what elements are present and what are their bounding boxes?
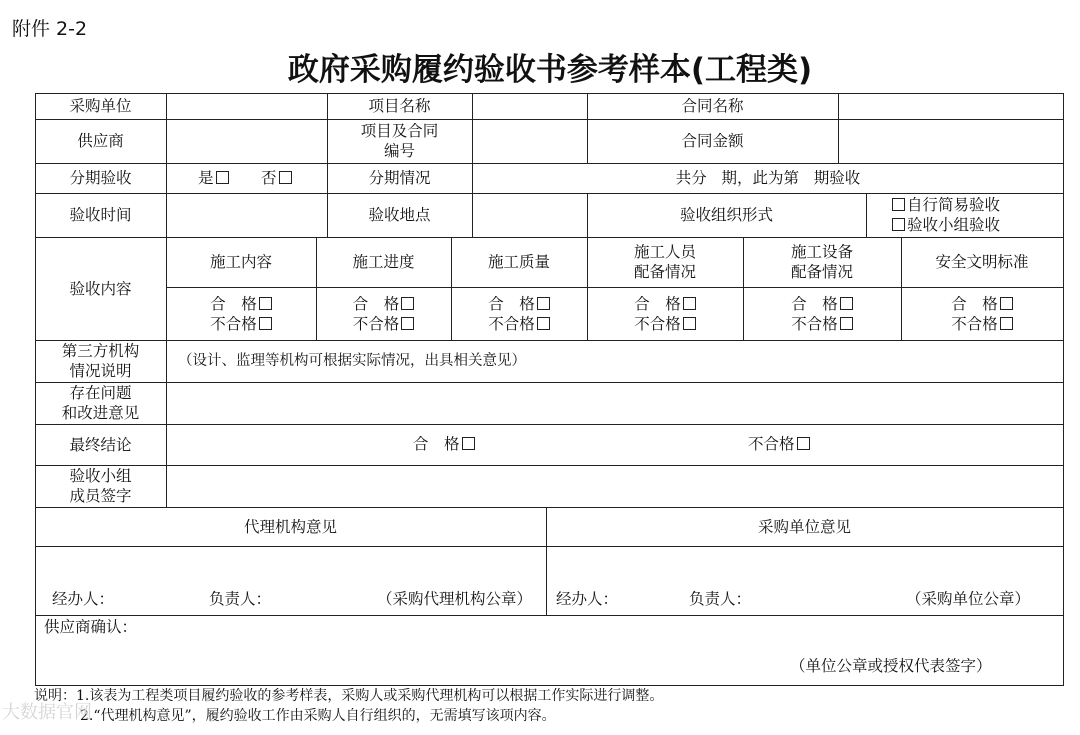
staged-info-text: 共分 期，此为第 期验收 <box>675 169 861 187</box>
checkbox-icon[interactable] <box>892 218 905 231</box>
acceptance-location-label: 验收地点 <box>368 206 431 224</box>
checkbox-icon[interactable] <box>259 317 272 330</box>
fail-option[interactable]: 不合格 <box>210 314 272 334</box>
issues-label: 存在问题 和改进意见 <box>61 384 140 422</box>
checkbox-icon[interactable] <box>683 317 696 330</box>
agency-opinion-title: 代理机构意见 <box>243 517 337 536</box>
header-personnel-allocation: 施工人员 配备情况 <box>633 243 696 281</box>
checkbox-icon[interactable] <box>462 437 475 450</box>
staged-info-label: 分期情况 <box>368 169 431 187</box>
document-title: 政府采购履约验收书参考样本(工程类) <box>287 52 813 88</box>
final-fail-option[interactable]: 不合格 <box>748 434 810 454</box>
header-construction-content: 施工内容 <box>209 253 272 271</box>
agency-handler-label: 经办人： <box>52 590 115 608</box>
checkbox-icon[interactable] <box>840 317 853 330</box>
acceptance-location-field[interactable] <box>473 194 587 237</box>
third-party-note: （设计、监理等机构可根据实际情况，出具相关意见） <box>178 353 526 369</box>
fail-option[interactable]: 不合格 <box>791 314 853 334</box>
pass-option[interactable]: 合 格 <box>488 294 550 314</box>
staged-no-option[interactable]: 否 <box>261 168 292 188</box>
acceptance-time-label: 验收时间 <box>69 206 132 224</box>
members-signature-field[interactable] <box>167 466 1063 507</box>
buyer-field[interactable] <box>167 94 327 119</box>
project-contract-number-label: 项目及合同 编号 <box>360 122 439 160</box>
self-simple-acceptance-option[interactable]: 自行简易验收 <box>892 195 1000 215</box>
contract-name-field[interactable] <box>839 94 1063 119</box>
fail-option[interactable]: 不合格 <box>353 314 415 334</box>
agency-manager-label: 负责人： <box>209 590 272 608</box>
supplier-seal-label: （单位公章或授权代表签字） <box>790 657 992 675</box>
checkbox-icon[interactable] <box>537 297 550 310</box>
attachment-label: 附件 2-2 <box>12 18 88 40</box>
final-pass-option[interactable]: 合 格 <box>413 434 475 454</box>
acceptance-time-field[interactable] <box>167 194 327 237</box>
staged-yes-option[interactable]: 是 <box>198 168 229 188</box>
buyer-label: 采购单位 <box>69 97 132 115</box>
staged-acceptance-label: 分期验收 <box>69 169 132 187</box>
fail-option[interactable]: 不合格 <box>634 314 696 334</box>
supplier-field[interactable] <box>167 120 327 163</box>
checkbox-icon[interactable] <box>797 437 810 450</box>
checkbox-icon[interactable] <box>401 297 414 310</box>
checkbox-icon[interactable] <box>1000 297 1013 310</box>
project-name-field[interactable] <box>473 94 587 119</box>
progress-check-cell <box>316 287 451 340</box>
buyer-seal-label: （采购单位公章） <box>906 590 1031 608</box>
safety-check-cell <box>901 287 1063 340</box>
pass-option[interactable]: 合 格 <box>210 294 272 314</box>
quality-check-cell <box>451 287 587 340</box>
equipment-check-cell <box>743 287 901 340</box>
note-line-1: 说明：1.该表为工程类项目履约验收的参考样表，采购人或采购代理机构可以根据工作实际进行调整。 <box>34 688 664 704</box>
header-equipment-allocation: 施工设备 配备情况 <box>790 243 853 281</box>
panel-acceptance-option[interactable]: 验收小组验收 <box>892 215 1000 235</box>
checkbox-icon[interactable] <box>259 297 272 310</box>
supplier-label: 供应商 <box>77 132 124 150</box>
fail-option[interactable]: 不合格 <box>488 314 550 334</box>
buyer-opinion-title: 采购单位意见 <box>757 517 851 536</box>
personnel-check-cell <box>587 287 743 340</box>
watermark: 大数据官网 <box>2 702 92 723</box>
organization-form-label: 验收组织形式 <box>679 206 773 224</box>
checkbox-icon[interactable] <box>279 171 292 184</box>
header-construction-progress: 施工进度 <box>352 253 415 271</box>
issues-field[interactable] <box>167 383 1063 424</box>
checkbox-icon[interactable] <box>401 317 414 330</box>
final-conclusion-label: 最终结论 <box>69 435 132 454</box>
content-check-cell <box>166 287 316 340</box>
pass-option[interactable]: 合 格 <box>791 294 853 314</box>
members-signature-label: 验收小组 成员签字 <box>69 467 132 505</box>
header-construction-quality: 施工质量 <box>487 253 550 271</box>
project-name-label: 项目名称 <box>368 97 431 115</box>
checkbox-icon[interactable] <box>840 297 853 310</box>
pass-option[interactable]: 合 格 <box>634 294 696 314</box>
pass-option[interactable]: 合 格 <box>353 294 415 314</box>
buyer-handler-label: 经办人： <box>556 590 619 608</box>
acceptance-content-label: 验收内容 <box>69 279 132 298</box>
contract-amount-label: 合同金额 <box>681 132 744 150</box>
checkbox-icon[interactable] <box>892 198 905 211</box>
contract-name-label: 合同名称 <box>681 97 744 115</box>
note-line-2: 2.“代理机构意见”，履约验收工作由采购人自行组织的，无需填写该项内容。 <box>80 708 556 724</box>
checkbox-icon[interactable] <box>683 297 696 310</box>
supplier-confirm-label: 供应商确认： <box>44 618 138 636</box>
pass-option[interactable]: 合 格 <box>951 294 1013 314</box>
checkbox-icon[interactable] <box>1000 317 1013 330</box>
checkbox-icon[interactable] <box>216 171 229 184</box>
header-safety-standard: 安全文明标准 <box>935 253 1029 271</box>
contract-amount-field[interactable] <box>839 120 1063 163</box>
third-party-label: 第三方机构 情况说明 <box>61 342 140 380</box>
checkbox-icon[interactable] <box>537 317 550 330</box>
agency-seal-label: （采购代理机构公章） <box>377 590 533 608</box>
buyer-manager-label: 负责人： <box>689 590 752 608</box>
fail-option[interactable]: 不合格 <box>951 314 1013 334</box>
project-contract-number-field[interactable] <box>473 120 587 163</box>
